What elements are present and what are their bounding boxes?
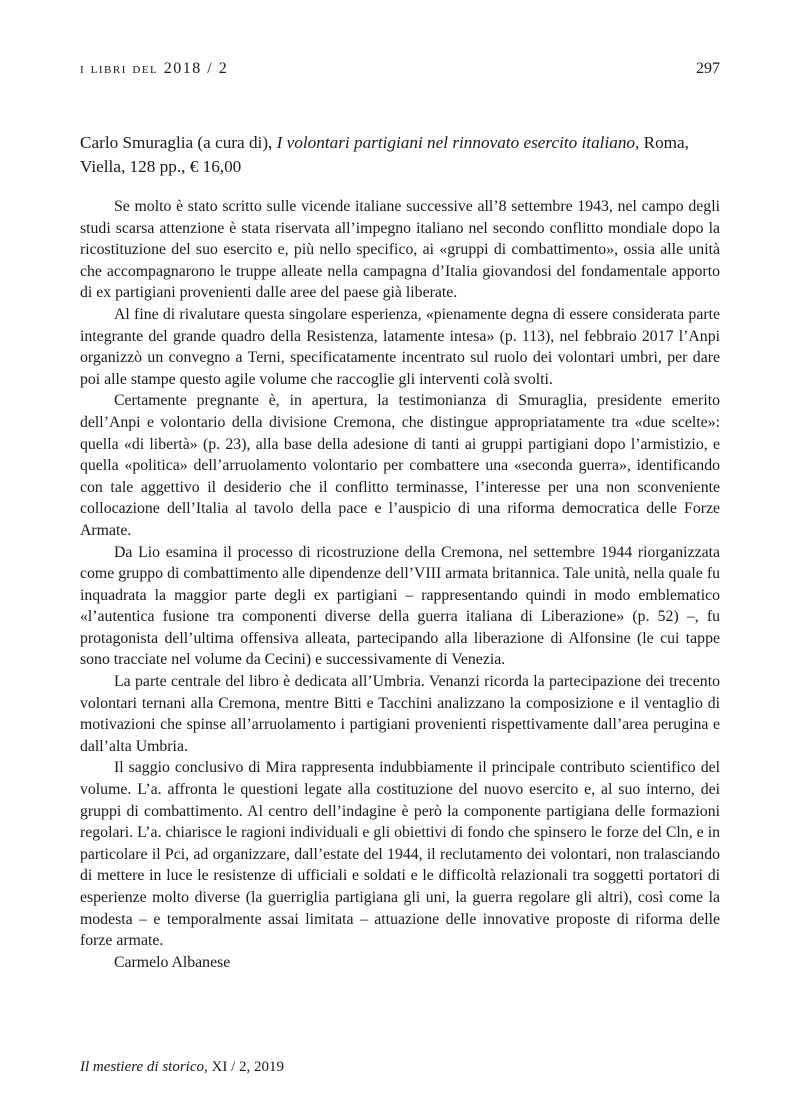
footer-issue: , XI / 2, 2019 <box>204 1059 285 1075</box>
book-citation <box>80 131 720 179</box>
citation-author: Carlo Smuraglia (a cura di), <box>80 133 277 152</box>
citation-publication: , Roma, Viella, 128 pp., € 16,00 <box>80 133 689 176</box>
paragraph-1: Se molto è stato scritto sulle vicende italiane successive all’8 settembre 1943, nel campo degli studi scarsa attenzione è stata riservata all’impegno italiano nel secondo conflitto mondiale dopo la ricostituzione del suo esercito e, più nello specifico, ai «gruppi di combattimento», ossia alle unità che accompagnarono le truppe alleate nella campagna d’Italia giovandosi del fondamentale apporto di ex partigiani provenienti dalle aree del paese già liberate. <box>80 198 720 302</box>
page-number: 297 <box>696 60 720 77</box>
paragraph-3: Certamente pregnante è, in apertura, la testimonianza di Smuraglia, presidente emerito dell’Anpi e volontario della divisione Cremona, che distingue appropriatamente tra «due scelte»: quella «di libertà» (p. 23), alla base della adesione di tanti ai gruppi partigiani dopo l’armistizio, e quella «politica» dell’arruolamento volontario per combattere una «seconda guerra», identificando con tale aggettivo il desiderio che il conflitto terminasse, l’interesse per una non sconveniente collocazione dell’Italia al tavolo della pace e l’auspicio di una riforma democratica delle Forze Armate. <box>80 392 720 539</box>
paragraph-2: Al fine di rivalutare questa singolare esperienza, «pienamente degna di essere considerata parte integrante del grande quadro della Resistenza, latamente intesa» (p. 113), nel febbraio 2017 l’Anpi organizzò un convegno a Terni, specificatamente incentrato sul ruolo dei volontari umbri, per dare poi alle stampe questo agile volume che raccoglie gli interventi colà svolti. <box>80 305 720 388</box>
footer-journal: Il mestiere di storico <box>80 1059 205 1075</box>
citation-title: I volontari partigiani nel rinnovato esercito italiano <box>276 133 636 152</box>
journal-footer <box>80 1059 284 1076</box>
paragraph-6: Il saggio conclusivo di Mira rappresenta indubbiamente il principale contributo scientifico del volume. L’a. affronta le questioni legate alla costituzione del nuovo esercito e, al suo interno, dei gruppi di combattimento. Al centro dell’indagine è però la componente partigiana delle formazioni regolari. L’a. chiarisce le ragioni individuali e gli obiettivi di fondo che spinsero le forze del Cln, e in particolare il Pci, ad organizzare, dall’estate del 1944, il reclutamento dei volontari, non tralasciando di mettere in luce le resistenze di ufficiali e soldati e le difficoltà relazionali tra soggetti portatori di esperienze molto diverse (la guerriglia partigiana gli uni, la guerra regolare gli altri), così come la modesta – e temporalmente assai limitata – attuazione delle innovative proposte di riforma delle forze armate. <box>80 759 720 950</box>
running-head <box>80 60 720 84</box>
review-body <box>80 196 720 973</box>
paragraph-4: Da Lio esamina il processo di ricostruzione della Cremona, nel settembre 1944 riorganizzata come gruppo di combattimento alle dipendenze dell’VIII armata britannica. Tale unità, nella quale fu inquadrata la maggior parte degli ex partigiani – rappresentando quindi in modo emblematico «l’autentica fusione tra componenti diverse della guerra italiana di Liberazione» (p. 52) –, fu protagonista dell’ultima offensiva alleata, partecipando alla liberazione di Alfonsine (le cui tappe sono tracciate nel volume da Cecini) e successivamente di Venezia. <box>80 543 720 669</box>
paragraph-5: La parte centrale del libro è dedicata all’Umbria. Venanzi ricorda la partecipazione dei trecento volontari ternani alla Cremona, mentre Bitti e Tacchini analizzano la composizione e il ventaglio di motivazioni che spinse all’arruolamento i partigiani provenienti rispettivamente dall’area perugina e dall’alta Umbria. <box>80 673 720 755</box>
reviewer-signature: Carmelo Albanese <box>114 953 231 971</box>
section-title: i libri del 2018 / 2 <box>80 60 229 77</box>
